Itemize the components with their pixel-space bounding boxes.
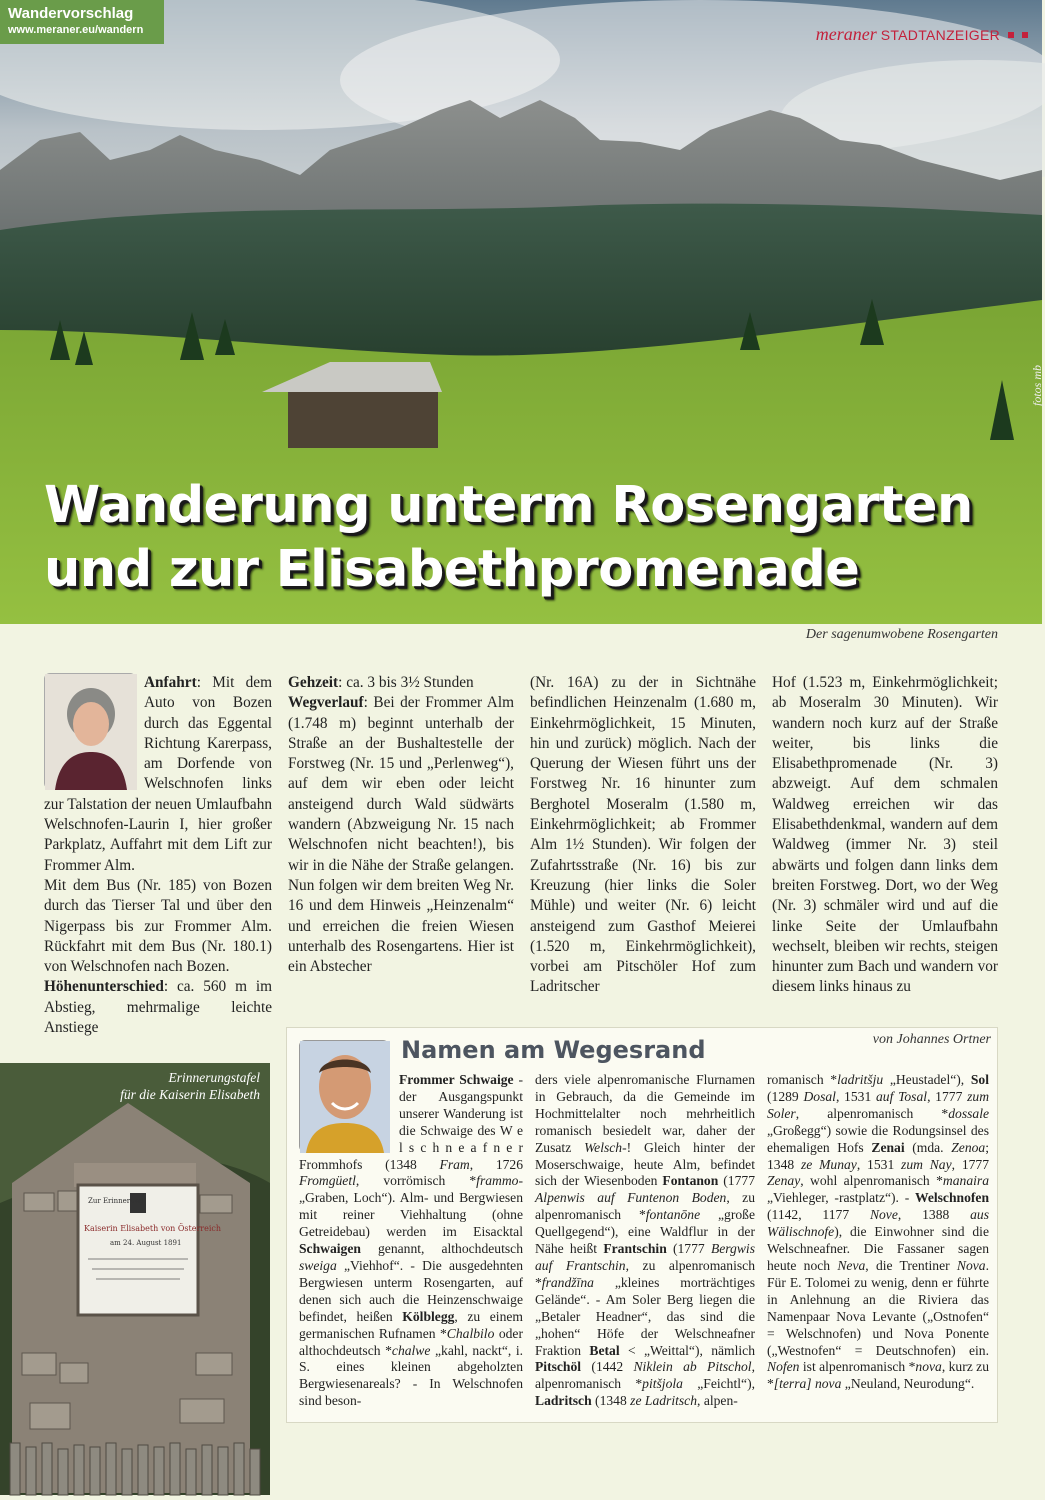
memorial-caption: Erinnerungstafel für die Kaiserin Elisabeth	[120, 1070, 260, 1102]
sidebar-author: von Johannes Ortner	[872, 1032, 991, 1047]
label-wegverlauf: Wegverlauf	[288, 694, 364, 712]
headline-line-2: und zur Elisabethpromenade	[44, 540, 860, 599]
brand-logo: meraner	[815, 24, 877, 44]
photo-credit: fotos mb	[1030, 365, 1044, 407]
section-tag-title: Wandervorschlag	[8, 5, 134, 22]
sidebar-title: Namen am Wegesrand	[401, 1036, 706, 1064]
hero-photo	[0, 0, 1042, 624]
memorial-photo	[0, 1063, 270, 1495]
label-gehzeit: Gehzeit	[288, 674, 339, 691]
hero-caption: Der sagenumwobene Rosengarten	[805, 627, 998, 642]
author-photo-ortner	[299, 1040, 389, 1152]
column-3-text: (Nr. 16A) zu der in Sichtnähe befindlichen Heinzenalm (1.680 m, Einkehrmöglichkeit, 15 Minuten, hin und zurück) möglich. Nach der Querung der Wiesen führt uns der Forstweg Nr. 16 hinunter zum Berghotel Moseralm (1.580 m, Einkehrmöglichkeit; ab Frommer Alm 1½ Stunden). Wir folgen der Zufahrtsstraße (Nr. 16) bis zur Kreuzung (hier links die Soler Mühle) und weiter (Nr. 6) leicht ansteigend zum Gasthof Meierei (1.520 m, Einkehrmöglichkeit), vorbei am Pitschöler Hof zum Ladritscher	[530, 674, 756, 996]
square-icon	[1008, 32, 1014, 38]
article-column-4	[772, 673, 998, 998]
column-4-text: Hof (1.523 m, Einkehrmöglichkeit; ab Moseralm 30 Minuten). Wir wandern noch kurz auf der Straße weiter, bis links die Elisabethpromenade (Nr. 3) abzweigt. Auf dem schmalen Waldweg erreichen wir das Elisabethdenkmal, wandern auf dem Waldweg (immer Nr. 3) steil abwärts und folgen dann links dem breiten Forstweg. Dort, wo der Weg (Nr. 3) schmäler wird und auf die linke Seite der Umlaufbahn wechselt, bleiben wir rechts, steigen hinunter zum Bach und wandern vor diesem links hinaus zu	[772, 674, 998, 996]
square-icon	[1022, 32, 1028, 38]
headline	[44, 474, 1024, 602]
plaque-line-3: am 24. August 1891	[110, 1239, 182, 1247]
sidebar-column-2: ders viele alpenromanische Flurnamen in Gebrauch, da die Gemeinde im Hochmittelalter noch mehrheitlich romanisch besiedelt war, daher der Zusatz Welsch-! Gleich hinter der Moserschwaige, heute Alm, befindet sich der Wiesenboden Fontanon (1777 Alpenwis auf Funtenon Boden, zu alpenromanisch *fontanōne „große Quellgegend“), eine Waldflur in der Nähe heißt Frantschin (1777 Bergwis auf Frantschin, zu alpenromanisch *frandžīna „kleines morträchtiges Gelände“. - Am Soler Berg liegen die „Betaler Headner“, das sind die „hohen“ Höfe der Welschneafner Fraktion Betal < „Weittal“), nämlich Pitschöl (1442 Niklein ab Pitschol, alpenromanisch *pitšjola „Feichtl“), Ladritsch (1348 ze Ladritsch, alpen-	[535, 1072, 755, 1409]
author-photo	[44, 673, 136, 789]
masthead	[816, 24, 1028, 45]
article-column-3	[530, 673, 756, 998]
article-column-1: Anfahrt: Mit dem Auto von Bozen durch das Eggental Richtung Karerpass, am Dorfende von Welschnofen links zur Talstation der neuen Umlaufbahn Welschnofen-Laurin I, hier großer Parkplatz, Auffahrt mit dem Lift zur Frommer Alm. Mit dem Bus (Nr. 185) von Bozen durch das Tierser Tal und über den Nigerpass bis zur Frommer Alm. Rückfahrt mit dem Bus (Nr. 180.1) von Welschnofen nach Bozen. Höhenunterschied: ca. 560 m im Abstieg, mehrmalige leichte Anstiege	[44, 674, 272, 1037]
plaque-line-2: Kaiserin Elisabeth von Österreich	[84, 1224, 222, 1233]
section-tag-url[interactable]: www.meraner.eu/wandern	[8, 24, 144, 36]
label-hoehenunterschied: Höhenunterschied	[44, 978, 164, 996]
sidebar-column-3: romanisch *ladritšju „Heustadel“), Sol (1289 Dosal, 1531 auf Tosal, 1777 zum Soler, alpenromanisch *dossale „Großegg“) sowie die Rodungsinsel des ehemaligen Hofs Zenai (mda. Zenoa; 1348 ze Munay, 1531 zum Nay, 1777 Zenay, wohl alpenromanisch *manaira „Viehleger, -rastplatz“). - Welschnofen (1142, 1177 Nove, 1388 aus Wälischnofe), die Einwohner sind die Welschneafner. Die Fassaner sagen heute noch Neva, die Trentiner Nova. Für E. Tolomei zu wenig, denn er führte in Anlehnung an die Riviera das Namenpaar Nova Levante („Ostnofen“ = Welschnofen) und Nova Ponente („Westnofen“ = Deutschnofen) ein. Nofen ist alpenromanisch *nova, kurz zu *[terra] nova „Neuland, Neurodung“.	[767, 1072, 990, 1392]
article-column-2: Gehzeit: ca. 3 bis 3½ Stunden Wegverlauf: Bei der Frommer Alm (1.748 m) beginnt unterhalb der Straße an der Bushaltestelle der Forstweg (Nr. 15 und „Perlenweg“), auf dem wir eben oder leicht ansteigend durch Wald südwärts wandern (Abzweigung Nr. 15 nach Welschnofen nicht beachten!), bis wir in die Nähe der Straße gelangen. Nun folgen wir dem breiten Weg Nr. 16 und dem Hinweis „Heinzenalm“ und erreichen die freien Wiesen unterhalb des Rosengartens. Hier ist ein Abstecher	[288, 674, 514, 976]
paragraph-bus: Mit dem Bus (Nr. 185) von Bozen durch das Tierser Tal und über den Nigerpass bis zur Frommer Alm. Rückfahrt mit dem Bus (Nr. 180.1) von Welschnofen nach Bozen.	[44, 876, 272, 976]
sidebar-column-1: Frommer Schwaige - der Ausgangspunkt unserer Wanderung ist die Schwaige des W e l s c h n e a f n e r Frommhofs (1348 Fram, 1726 Fromgüetl, vorrömisch *frammo- „Graben, Loch“). Alm- und Bergwiesen mit reiner Viehhaltung (ohne Getreidebau) werden im Eisacktal Schwaigen genannt, althochdeutsch sweiga „Viehhof“. - Die ausgedehnten Bergwiesen unterm Rosengarten, auf denen sich auch die Heinzenschwaige befindet, heißen Kölblegg, zu einem germanischen Rufnamen *Chalbilo oder althochdeutsch *chalwe „kahl, nackt“, i. S. eines kleinen abgeholzten Bergwiesenareals? - In Welschnofen sind beson-	[299, 1072, 523, 1410]
section-tag	[0, 0, 164, 44]
label-anfahrt: Anfahrt	[144, 674, 197, 691]
paper-name: STADTANZEIGER	[880, 26, 1000, 43]
memorial-illustration	[0, 1063, 270, 1495]
sidebar-box	[286, 1027, 998, 1423]
plaque-line-1: Zur Erinnerung	[88, 1197, 144, 1205]
headline-line-1: Wanderung unterm Rosengarten	[44, 476, 973, 535]
